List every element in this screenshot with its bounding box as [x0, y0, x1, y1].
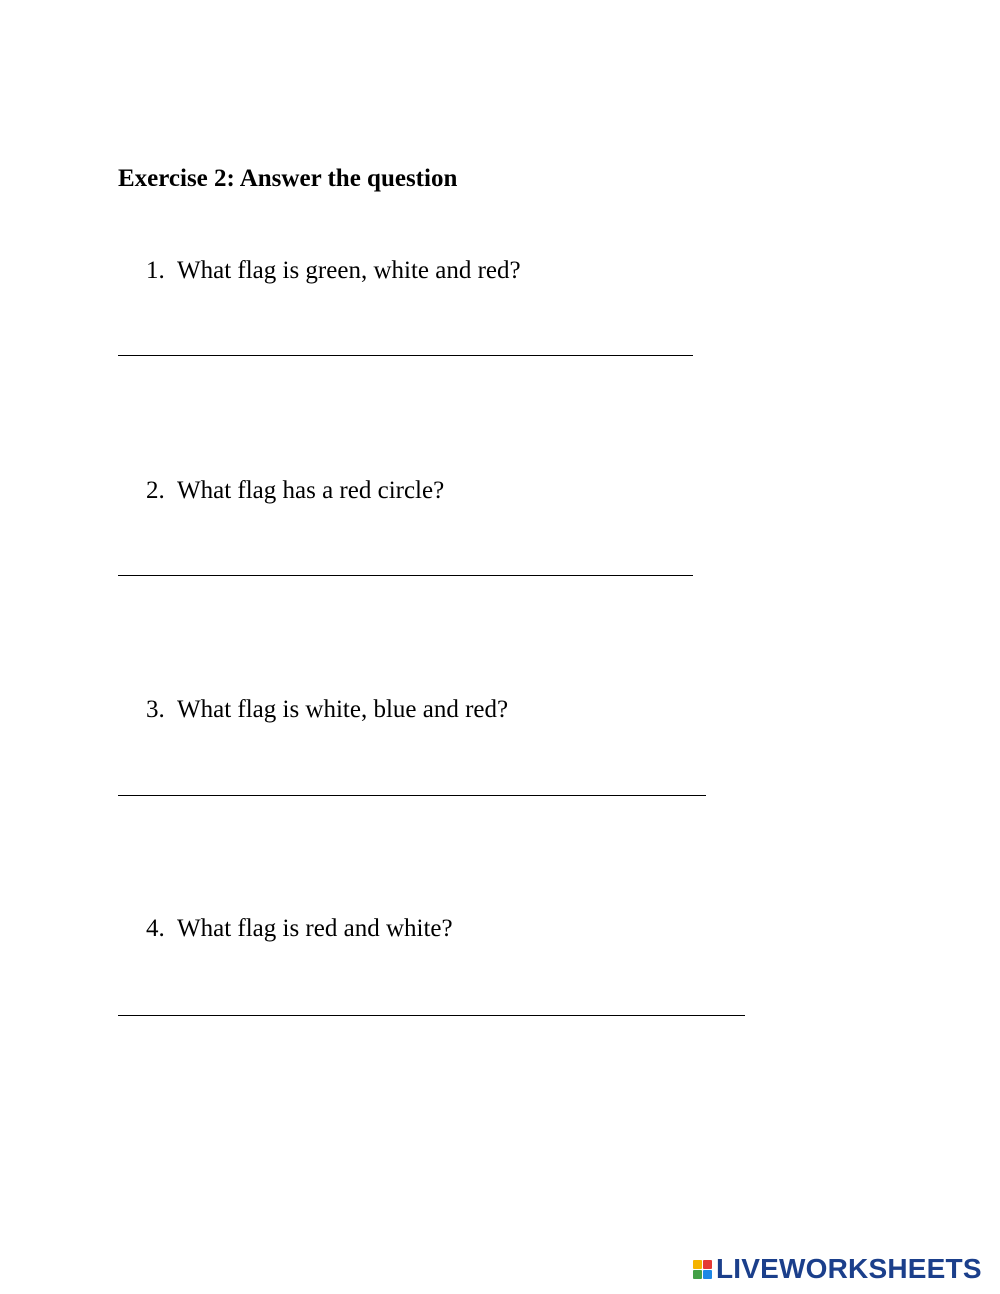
question-2	[146, 475, 444, 507]
exercise-title: Exercise 2: Answer the question	[118, 165, 458, 192]
question-text: What flag has a red circle?	[177, 477, 445, 504]
question-text: What flag is green, white and red?	[177, 257, 521, 284]
answer-line-4[interactable]	[118, 1015, 745, 1016]
question-1	[146, 255, 521, 287]
question-number: 3.	[146, 696, 165, 723]
answer-line-3[interactable]	[118, 795, 706, 796]
question-text: What flag is red and white?	[177, 915, 453, 942]
question-number: 4.	[146, 915, 165, 942]
question-text: What flag is white, blue and red?	[177, 696, 509, 723]
answer-line-2[interactable]	[118, 575, 693, 576]
liveworksheets-logo	[693, 1254, 982, 1284]
question-number: 2.	[146, 477, 165, 504]
logo-text: LIVEWORKSHEETS	[716, 1253, 982, 1284]
logo-block	[703, 1270, 712, 1279]
logo-block	[693, 1270, 702, 1279]
question-3	[146, 694, 508, 726]
question-4	[146, 913, 453, 945]
logo-blocks-icon	[693, 1260, 712, 1279]
logo-block	[693, 1260, 702, 1269]
question-number: 1.	[146, 257, 165, 284]
answer-line-1[interactable]	[118, 355, 693, 356]
logo-block	[703, 1260, 712, 1269]
